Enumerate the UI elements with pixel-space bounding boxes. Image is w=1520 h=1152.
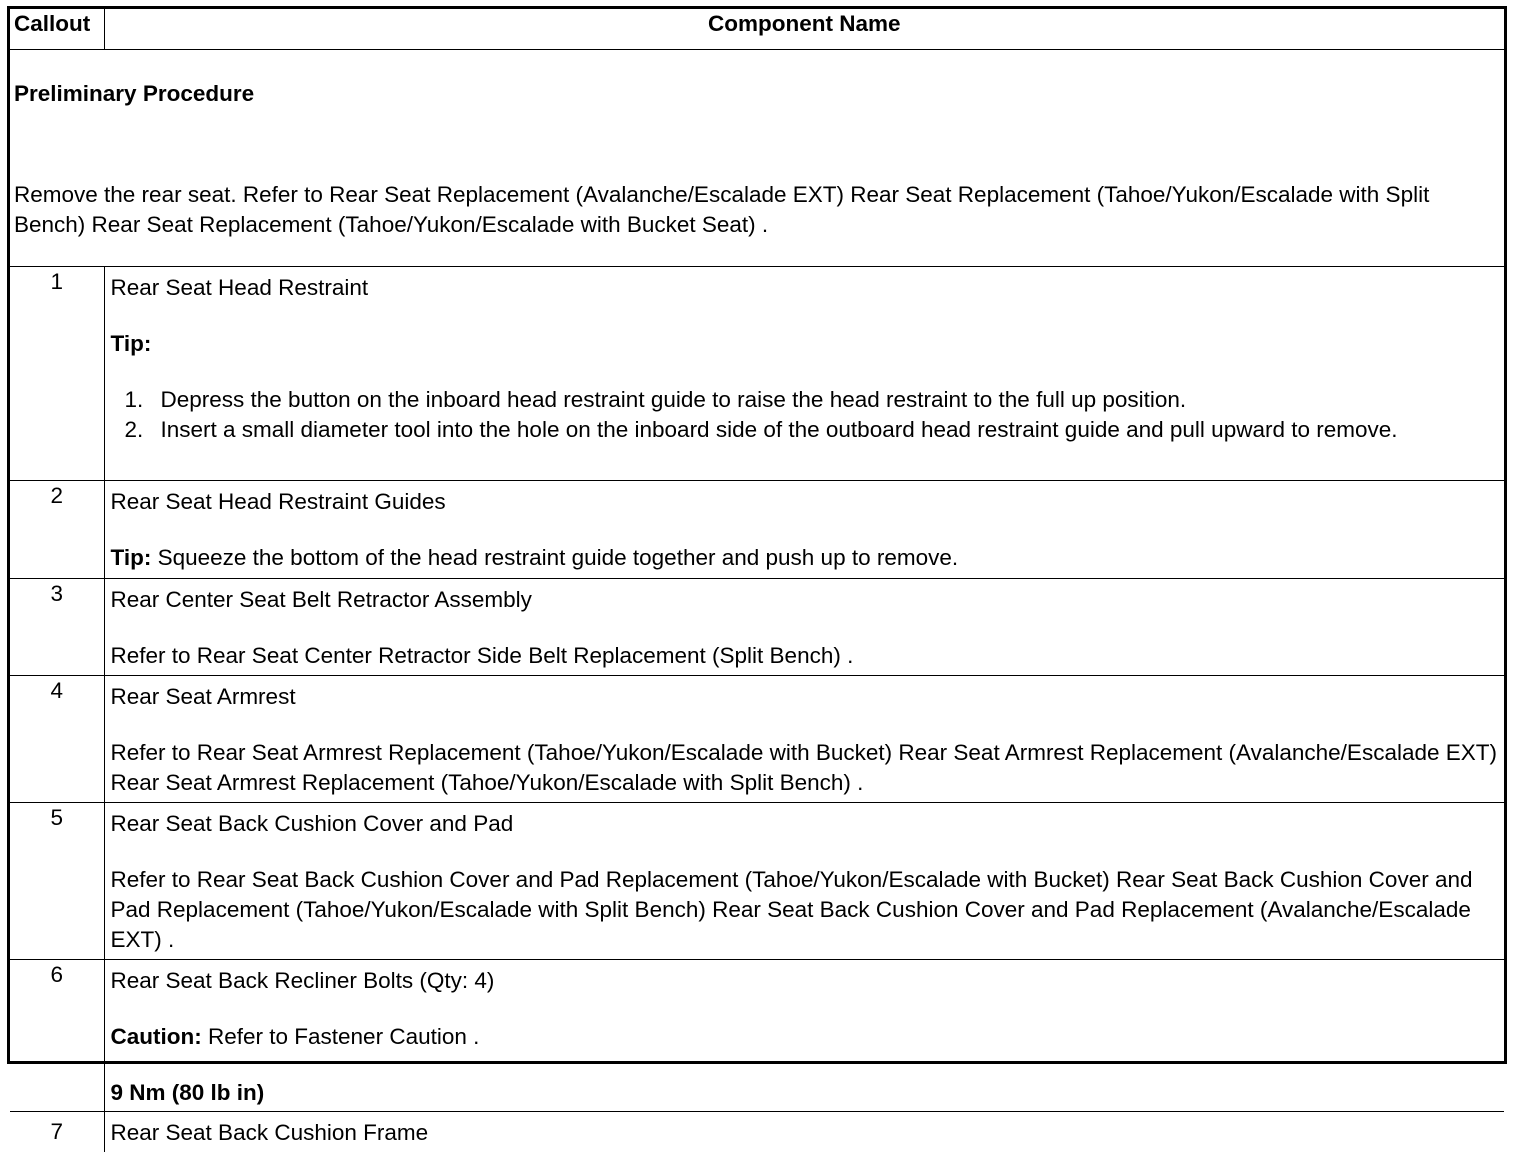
caution-label: Caution: <box>110 1024 202 1049</box>
table-row <box>10 481 1504 579</box>
table-row <box>10 960 1504 1112</box>
caution-paragraph <box>111 1022 1499 1052</box>
callout-number: 1 <box>10 267 104 481</box>
reference-text: Refer to Rear Seat Armrest Replacement (Tahoe/Yukon/Escalade with Bucket) Rear Seat Armrest Replacement (Avalanche/Escalade EXT) Rear Seat Armrest Replacement (Tahoe/Yukon/Escalade with Split Bench) . <box>110 740 1497 795</box>
component-cell <box>104 676 1504 803</box>
component-cell <box>104 579 1504 676</box>
list-item <box>125 415 1499 445</box>
component-name: Rear Seat Back Cushion Cover and Pad <box>110 811 514 836</box>
table-row <box>10 803 1504 960</box>
callout-number: 5 <box>10 803 104 960</box>
component-name: Rear Seat Back Cushion Frame <box>110 1120 429 1145</box>
reference-text: Refer to Rear Seat Center Retractor Side Belt Replacement (Split Bench) . <box>110 643 854 668</box>
tip-label: Tip: <box>110 545 152 570</box>
table-header-row <box>10 9 1504 50</box>
component-name-column-header: Component Name <box>104 9 1504 50</box>
callout-number: 3 <box>10 579 104 676</box>
preliminary-procedure-title: Preliminary Procedure <box>14 80 255 106</box>
component-cell <box>104 1112 1504 1152</box>
component-cell <box>104 803 1504 960</box>
step-text: Insert a small diameter tool into the hole on the inboard side of the outboard head restraint guide and pull upward to remove. <box>160 417 1398 442</box>
tip-label: Tip: <box>110 331 152 356</box>
step-text: Depress the button on the inboard head restraint guide to raise the head restraint to the full up position. <box>160 387 1187 412</box>
tip-steps-list <box>111 385 1499 445</box>
reference-text: Refer to Rear Seat Back Cushion Cover and Pad Replacement (Tahoe/Yukon/Escalade with Bucket) Rear Seat Back Cushion Cover and Pad Replacement (Tahoe/Yukon/Escalade with Split Bench) Rear Seat Back Cushion Cover and Pad Replacement (Avalanche/Escalade EXT) . <box>110 867 1473 952</box>
component-cell <box>104 481 1504 579</box>
callout-number: 4 <box>10 676 104 803</box>
component-name: Rear Seat Back Recliner Bolts (Qty: 4) <box>110 968 495 993</box>
component-name: Rear Seat Head Restraint <box>110 275 369 300</box>
torque-spec: 9 Nm (80 lb in) <box>110 1080 265 1105</box>
component-cell <box>104 960 1504 1112</box>
table-row <box>10 676 1504 803</box>
component-cell <box>104 267 1504 481</box>
table-row <box>10 267 1504 481</box>
preliminary-procedure-cell <box>10 50 1504 267</box>
tip-paragraph <box>111 543 1499 573</box>
component-table-sheet <box>7 6 1507 1145</box>
callout-column-header: Callout <box>10 9 104 50</box>
tip-text: Squeeze the bottom of the head restraint guide together and push up to remove. <box>151 545 959 570</box>
callout-number: 7 <box>10 1112 104 1152</box>
component-name: Rear Center Seat Belt Retractor Assembly <box>110 587 532 612</box>
caution-text: Refer to Fastener Caution . <box>201 1024 480 1049</box>
step-number: 1. <box>124 387 144 412</box>
component-table <box>10 9 1504 1152</box>
table-row <box>10 579 1504 676</box>
callout-number: 6 <box>10 960 104 1112</box>
step-number: 2. <box>124 417 144 442</box>
list-item <box>125 385 1499 415</box>
preliminary-procedure-text: Remove the rear seat. Refer to Rear Seat Replacement (Avalanche/Escalade EXT) Rear Seat Replacement (Tahoe/Yukon/Escalade with Split Bench) Rear Seat Replacement (Tahoe/Yukon/Escalade with Bucket Seat) . <box>14 181 1430 237</box>
component-name: Rear Seat Armrest <box>110 684 296 709</box>
callout-number: 2 <box>10 481 104 579</box>
component-name: Rear Seat Head Restraint Guides <box>110 489 446 514</box>
preliminary-procedure-row <box>10 50 1504 267</box>
table-row <box>10 1112 1504 1152</box>
